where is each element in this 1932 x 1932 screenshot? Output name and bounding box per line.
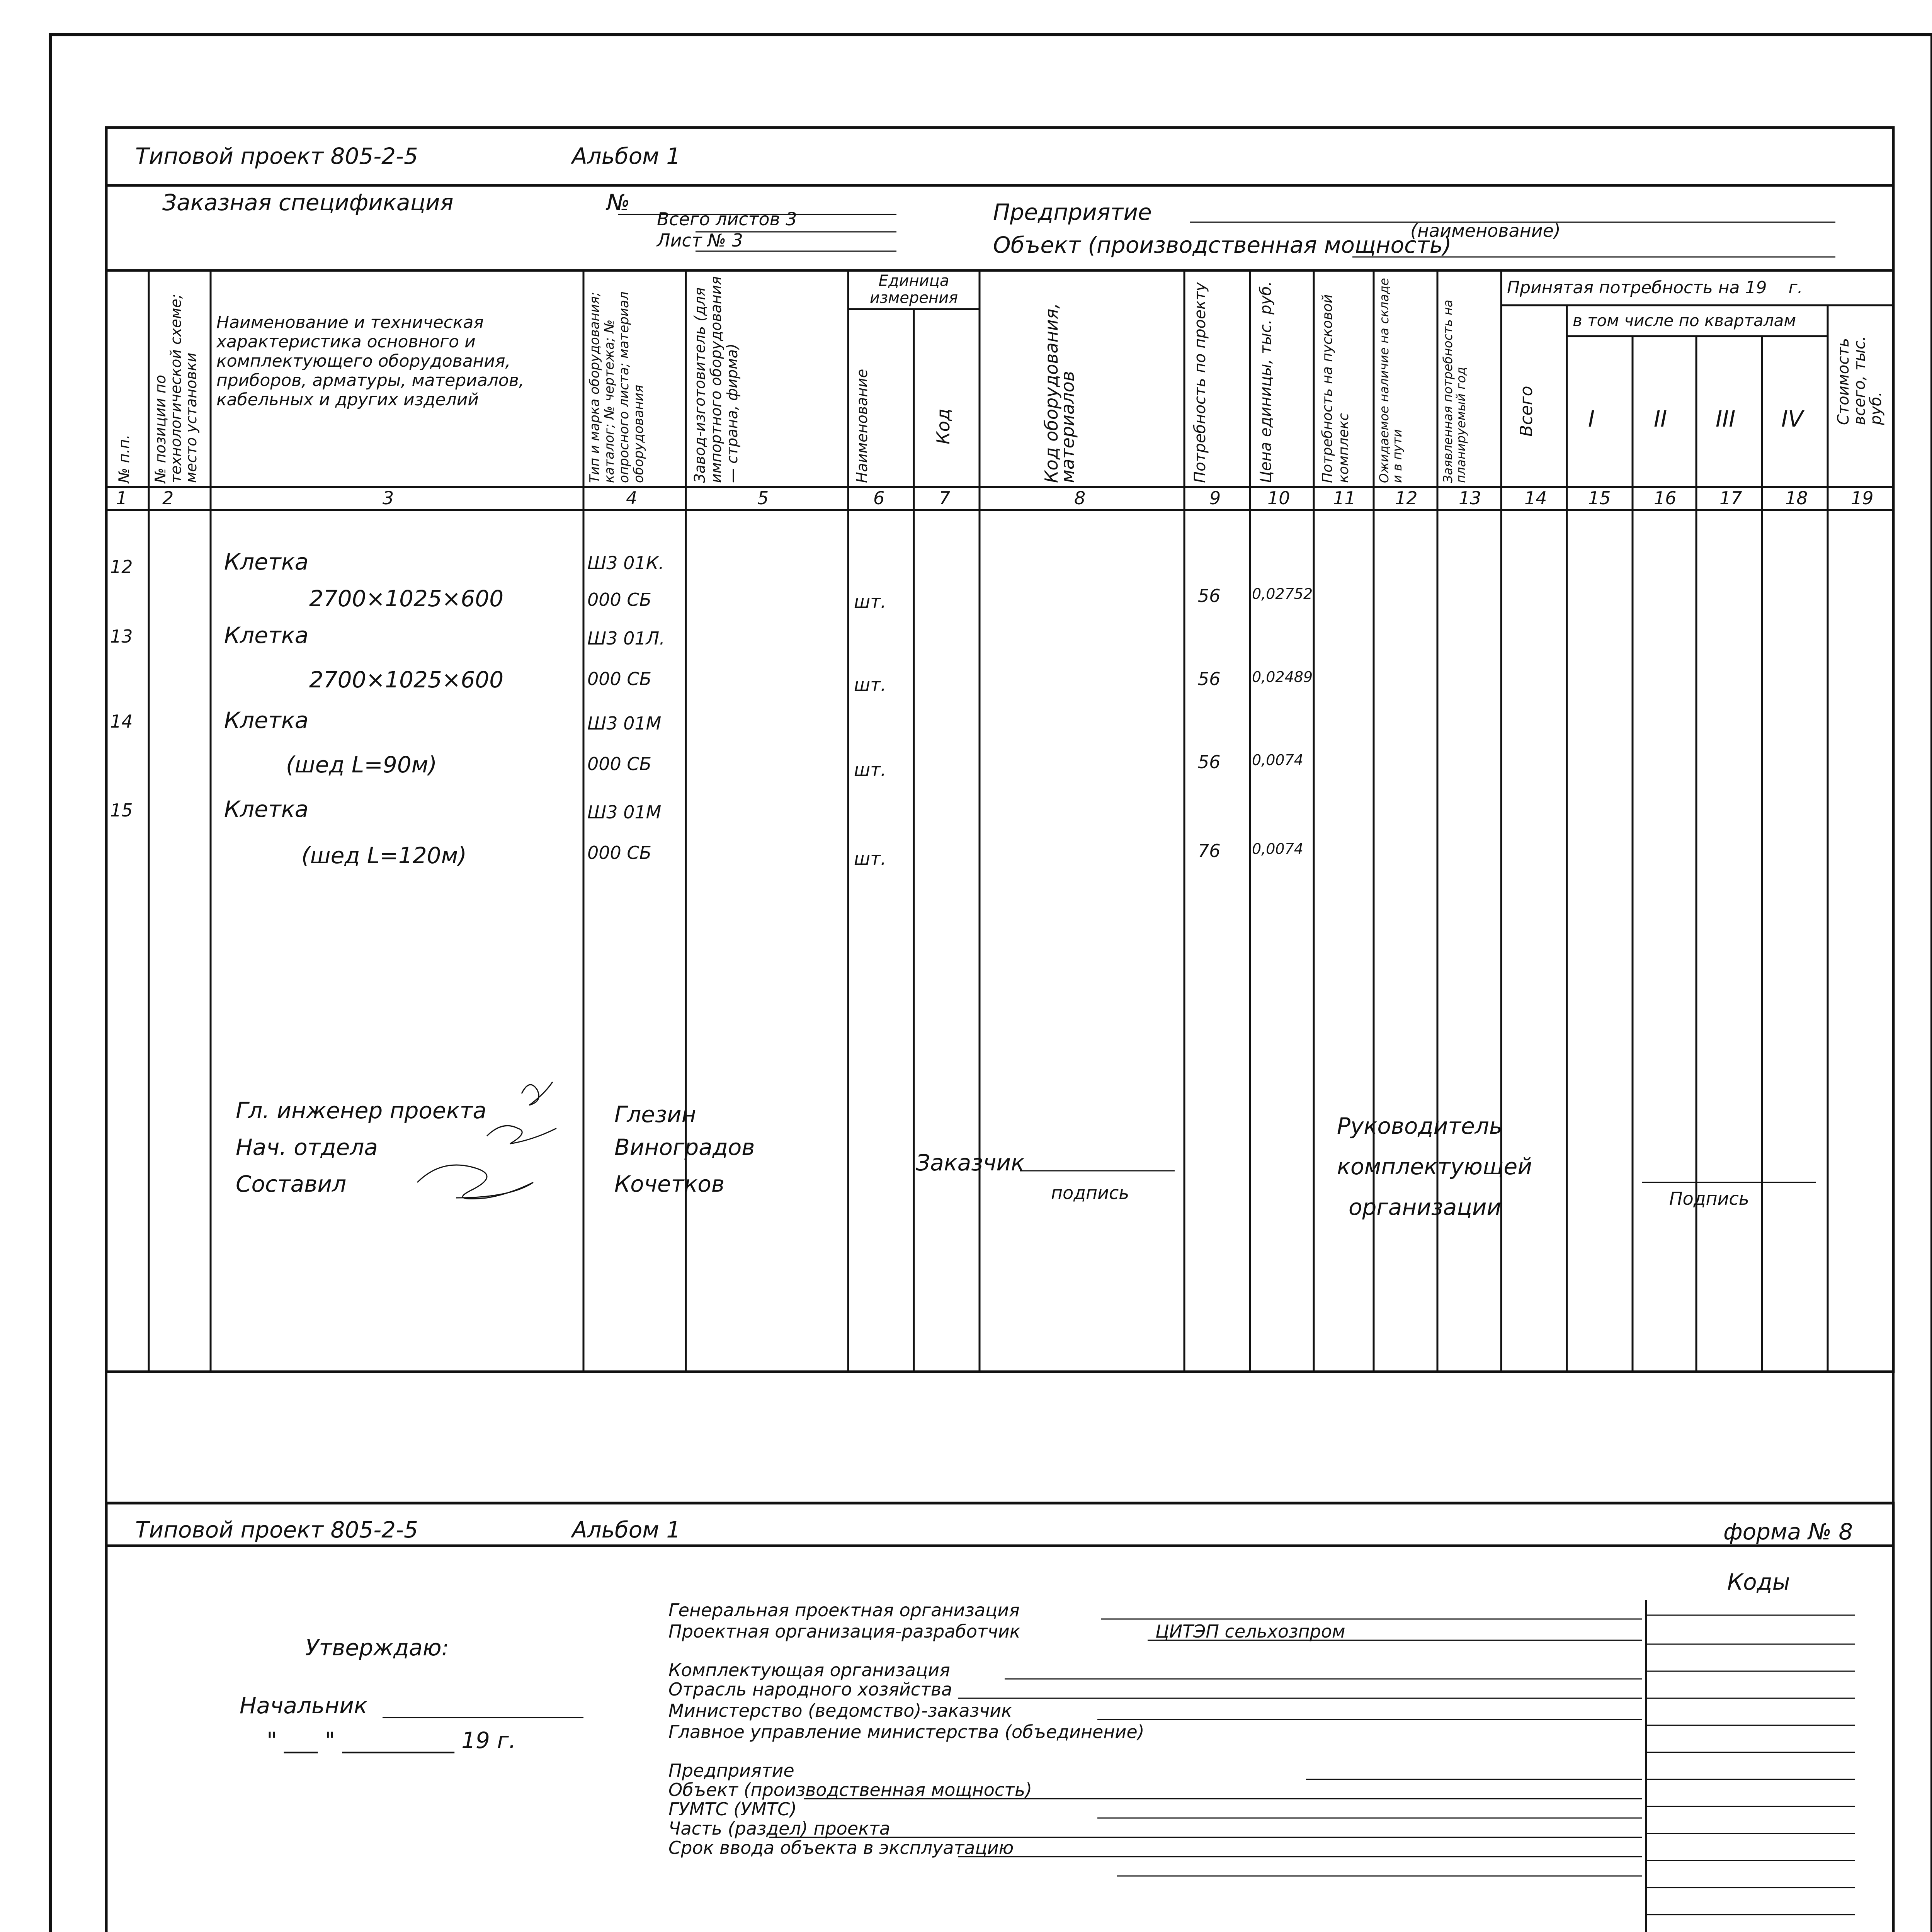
bottom-chief: Начальник bbox=[240, 1692, 367, 1719]
num-9: 9 bbox=[1209, 488, 1221, 509]
hdr-c6: Наименование bbox=[854, 369, 871, 483]
num-5: 5 bbox=[757, 488, 769, 509]
num-18: 18 bbox=[1785, 488, 1808, 509]
top-album: Альбом 1 bbox=[572, 143, 681, 169]
org-0: Генеральная проектная организация bbox=[668, 1600, 1020, 1621]
sign-head-name: Виноградов bbox=[614, 1134, 755, 1160]
top-sheet-no: Лист № 3 bbox=[657, 230, 743, 251]
hdr-c4: Тип и марка оборудования; каталог; № чертежа; № опросного листа; материал оборудования bbox=[587, 291, 646, 483]
hdr-c12: Ожидаемое наличие на складе и в пути bbox=[1377, 278, 1405, 483]
bottom-codes: Коды bbox=[1727, 1569, 1790, 1595]
hdr-q2: II bbox=[1654, 406, 1667, 432]
top-enterprise: Предприятие bbox=[993, 199, 1152, 225]
hdr-c8: Код оборудования, материалов bbox=[1041, 303, 1078, 483]
sign-author: Составил bbox=[236, 1171, 347, 1197]
org-developer-value: ЦИТЭП сельхозпром bbox=[1155, 1621, 1345, 1642]
hdr-c10: Цена единицы, тыс. руб. bbox=[1257, 281, 1275, 483]
org-9: Часть (раздел) проекта bbox=[668, 1818, 890, 1839]
num-11: 11 bbox=[1333, 488, 1356, 509]
sign-customer: Заказчик bbox=[916, 1150, 1025, 1176]
org-7: Объект (производственная мощность) bbox=[668, 1779, 1032, 1800]
org-5: Главное управление министерства (объединение) bbox=[668, 1721, 1145, 1742]
sign-signature2: Подпись bbox=[1669, 1188, 1749, 1209]
num-7: 7 bbox=[939, 488, 951, 509]
num-1: 1 bbox=[116, 488, 128, 509]
hdr-c11: Потребность на пусковой комплекс bbox=[1320, 294, 1352, 483]
num-6: 6 bbox=[873, 488, 885, 509]
top-no-label: № bbox=[607, 189, 630, 216]
org-2: Комплектующая организация bbox=[668, 1660, 950, 1680]
org-8: ГУМТС (УМТС) bbox=[668, 1799, 797, 1820]
num-13: 13 bbox=[1459, 488, 1481, 509]
sign-head: Нач. отдела bbox=[236, 1134, 378, 1160]
top-title: Типовой проект 805-2-5 bbox=[135, 143, 418, 169]
hdr-c13: Заявленная потребность на планируемый год bbox=[1440, 299, 1468, 483]
top-object: Объект (производственная мощность) bbox=[993, 232, 1452, 258]
num-19: 19 bbox=[1851, 488, 1874, 509]
hdr-c9: Потребность по проекту bbox=[1191, 282, 1209, 483]
num-14: 14 bbox=[1524, 488, 1547, 509]
bottom-approve: Утверждаю: bbox=[305, 1634, 449, 1661]
num-4: 4 bbox=[626, 488, 638, 509]
hdr-c2: № позиции по технологической схеме; место установки bbox=[152, 294, 200, 483]
org-4: Министерство (ведомство)-заказчик bbox=[668, 1700, 1012, 1721]
sign-leader2: комплектующей bbox=[1337, 1153, 1532, 1180]
hdr-c7: Код bbox=[933, 408, 954, 444]
sign-author-name: Кочетков bbox=[614, 1171, 725, 1197]
hdr-quarters: в том числе по кварталам bbox=[1573, 311, 1796, 330]
hdr-c14: Всего bbox=[1517, 386, 1536, 437]
bottom-date-line: " ___ " __________ 19 г. bbox=[267, 1727, 516, 1753]
hdr-q3: III bbox=[1716, 406, 1736, 432]
sign-leader3: организации bbox=[1349, 1194, 1502, 1220]
num-8: 8 bbox=[1074, 488, 1086, 509]
hdr-c19: Стоимость всего, тыс. руб. bbox=[1835, 336, 1885, 425]
num-2: 2 bbox=[162, 488, 174, 509]
hdr-q4: IV bbox=[1781, 406, 1803, 432]
top-naming: (наименование) bbox=[1410, 220, 1561, 241]
sign-chief: Гл. инженер проекта bbox=[236, 1097, 486, 1124]
num-15: 15 bbox=[1588, 488, 1611, 509]
hdr-q1: I bbox=[1588, 406, 1595, 432]
bottom-album: Альбом 1 bbox=[572, 1517, 681, 1543]
hdr-accepted: Принятая потребность на 19 г. bbox=[1507, 278, 1803, 298]
hdr-c1: № п.п. bbox=[116, 434, 133, 483]
hdr-unit: Единица измерения bbox=[869, 272, 958, 307]
org-6: Предприятие bbox=[668, 1760, 794, 1781]
bottom-title: Типовой проект 805-2-5 bbox=[135, 1517, 418, 1543]
num-17: 17 bbox=[1719, 488, 1742, 509]
org-3: Отрасль народного хозяйства bbox=[668, 1679, 952, 1700]
num-3: 3 bbox=[383, 488, 394, 509]
top-spec-label: Заказная спецификация bbox=[162, 189, 454, 216]
num-10: 10 bbox=[1267, 488, 1290, 509]
hdr-c5: Завод-изготовитель (для импортного оборудования — страна, фирма) bbox=[691, 276, 741, 483]
org-10: Срок ввода объекта в эксплуатацию bbox=[668, 1837, 1014, 1858]
org-1: Проектная организация-разработчик bbox=[668, 1621, 1020, 1642]
sign-chief-name: Глезин bbox=[614, 1101, 696, 1128]
num-12: 12 bbox=[1395, 488, 1418, 509]
top-sheets-total: Всего листов 3 bbox=[657, 209, 797, 230]
hdr-c3: Наименование и техническая характеристика основного и комплектующего оборудования, приборов, арматуры, материалов, кабельных и других изделий bbox=[216, 313, 524, 410]
sign-signature: подпись bbox=[1051, 1182, 1129, 1203]
sign-leader1: Руководитель bbox=[1337, 1113, 1503, 1139]
num-16: 16 bbox=[1654, 488, 1677, 509]
bottom-form: форма № 8 bbox=[1723, 1519, 1853, 1545]
